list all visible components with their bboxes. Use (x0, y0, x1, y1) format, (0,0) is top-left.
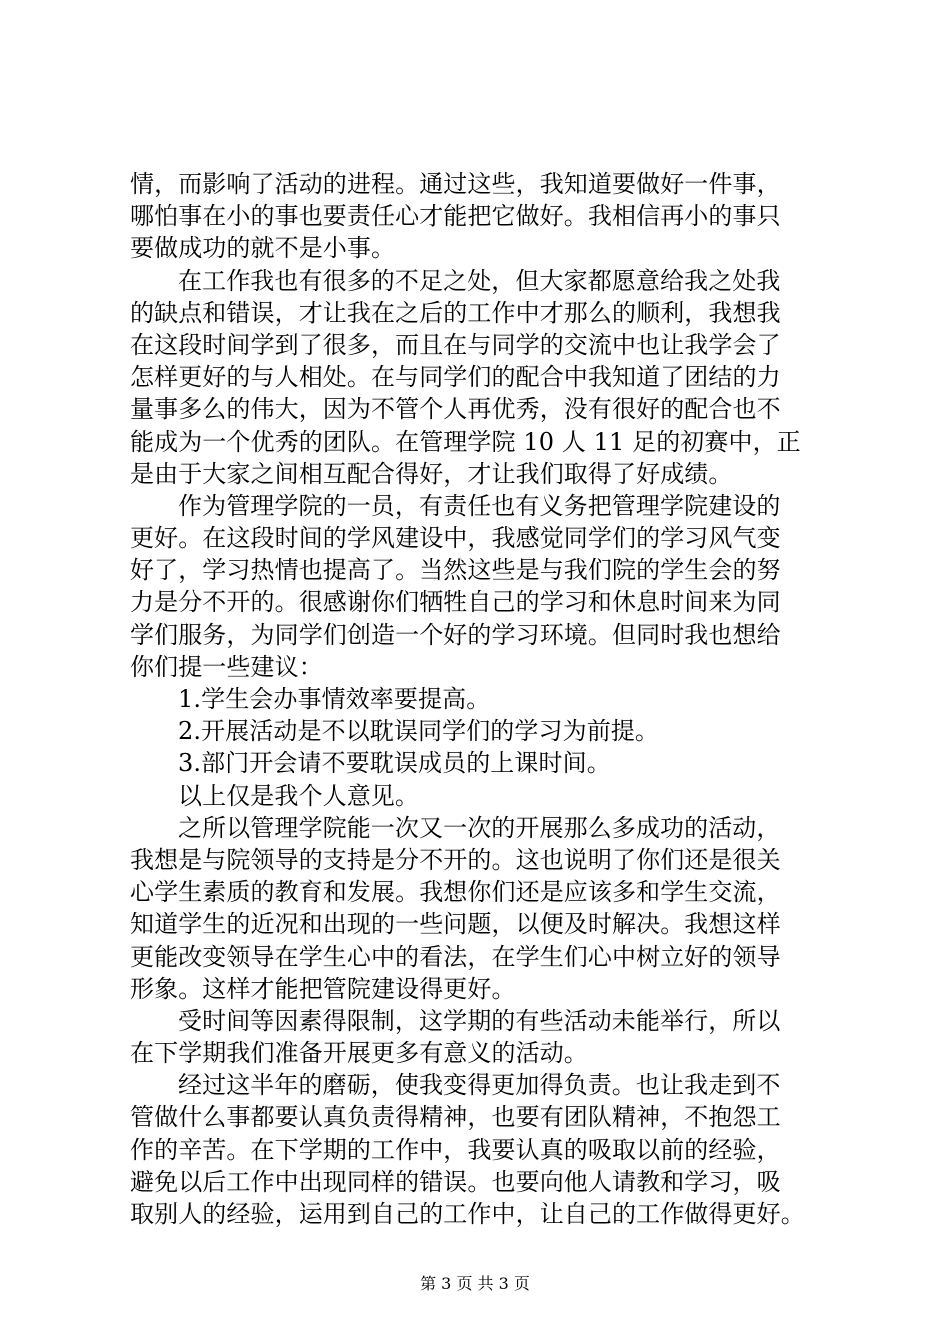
text-line: 量事多么的伟大，因为不管个人再优秀，没有很好的配合也不 (130, 395, 781, 424)
text-line: 你们提一些建议： (130, 652, 323, 681)
text-line: 学们服务，为同学们创造一个好的学习环境。但同时我也想给 (130, 620, 781, 649)
text-line: 更能改变领导在学生心中的看法，在学生们心中树立好的领导 (130, 942, 781, 971)
text-line: 受时间等因素得限制，这学期的有些活动未能举行，所以 (178, 1006, 781, 1035)
text-line: 作的辛苦。在下学期的工作中，我要认真的吸取以前的经验， (130, 1135, 781, 1164)
text-line: 力是分不开的。很感谢你们牺牲自己的学习和休息时间来为同 (130, 588, 781, 617)
text-line: 3.部门开会请不要耽误成员的上课时间。 (178, 749, 611, 778)
text-line: 在这段时间学到了很多，而且在与同学的交流中也让我学会了 (130, 330, 781, 359)
text-line: 避免以后工作中出现同样的错误。也要向他人请教和学习，吸 (130, 1167, 781, 1196)
text-line: 我想是与院领导的支持是分不开的。这也说明了你们还是很关 (130, 845, 781, 874)
text-line: 1.学生会办事情效率要提高。 (178, 685, 491, 713)
text-line: 作为管理学院的一员，有责任也有义务把管理学院建设的 (178, 491, 781, 520)
text-line: 管做什么事都要认真负责得精神，也要有团队精神，不抱怨工 (130, 1103, 781, 1132)
text-line: 在下学期我们准备开展更多有意义的活动。 (130, 1039, 588, 1068)
document-body (130, 168, 830, 1230)
text-line: 经过这半年的磨砺，使我变得更加得负责。也让我走到不 (178, 1071, 781, 1100)
text-line: 知道学生的近况和出现的一些问题，以便及时解决。我想这样 (130, 910, 781, 939)
text-line: 形象。这样才能把管院建设得更好。 (130, 974, 516, 1003)
text-line: 之所以管理学院能一次又一次的开展那么多成功的活动， (178, 813, 781, 842)
text-line: 好了，学习热情也提高了。当然这些是与我们院的学生会的努 (130, 556, 781, 585)
text-line: 心学生素质的教育和发展。我想你们还是应该多和学生交流， (130, 878, 781, 907)
text-line: 2.开展活动是不以耽误同学们的学习为前提。 (178, 717, 659, 746)
text-line: 怎样更好的与人相处。在与同学们的配合中我知道了团结的力 (130, 363, 781, 392)
text-line: 取别人的经验，运用到自己的工作中，让自己的工作做得更好。 (130, 1200, 805, 1228)
text-line: 哪怕事在小的事也要责任心才能把它做好。我相信再小的事只 (130, 202, 781, 231)
page-footer: 第 3 页 共 3 页 (420, 1274, 530, 1293)
text-line: 在工作我也有很多的不足之处，但大家都愿意给我之处我 (178, 266, 781, 295)
text-line: 以上仅是我个人意见。 (178, 781, 419, 810)
text-line: 是由于大家之间相互配合得好，才让我们取得了好成绩。 (130, 459, 733, 488)
text-line: 更好。在这段时间的学风建设中，我感觉同学们的学习风气变 (130, 524, 781, 553)
text-line: 能成为一个优秀的团队。在管理学院 10 人 11 足的初赛中，正 (130, 427, 801, 456)
text-line: 的缺点和错误，才让我在之后的工作中才那么的顺利，我想我 (130, 298, 781, 327)
text-line: 情，而影响了活动的进程。通过这些，我知道要做好一件事， (130, 170, 781, 198)
text-line: 要做成功的就不是小事。 (130, 234, 396, 263)
